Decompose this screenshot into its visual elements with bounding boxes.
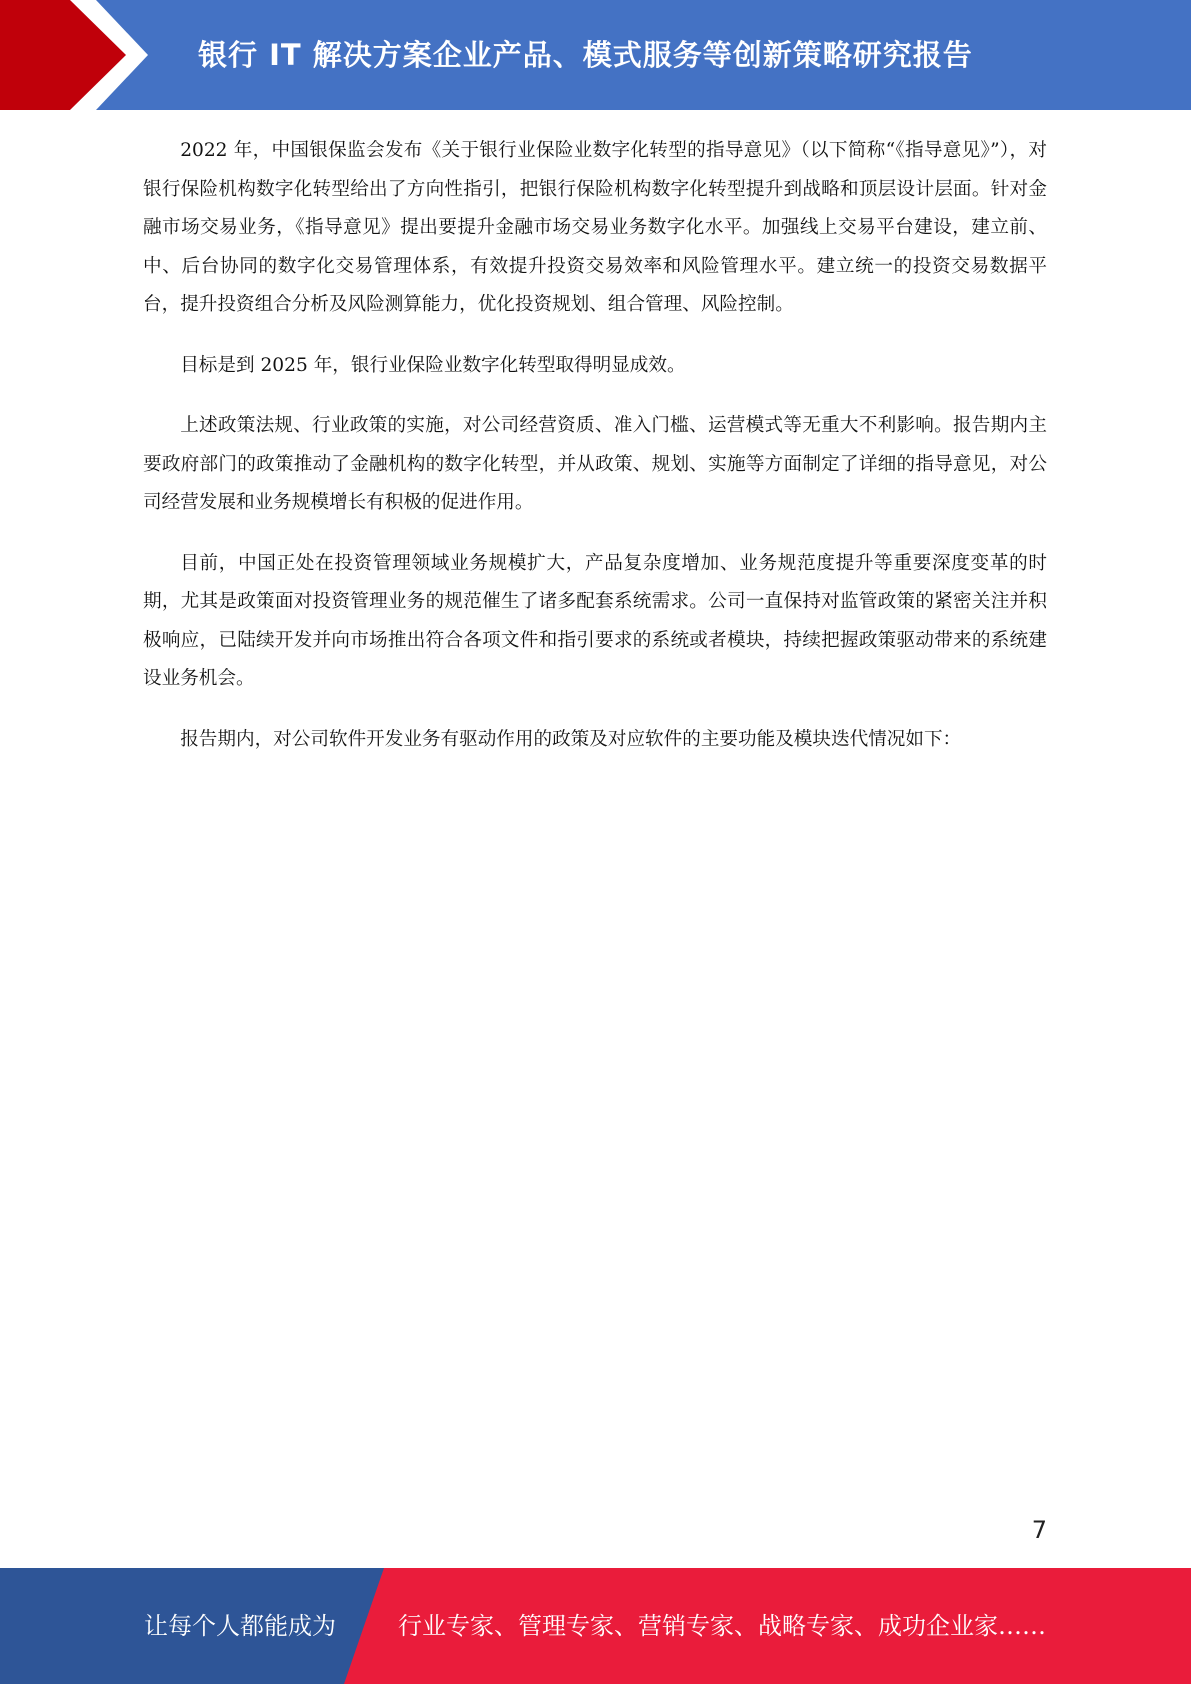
page-number: 7 [1031,1516,1047,1544]
footer-slogan-right: 行业专家、管理专家、营销专家、战略专家、成功企业家…… [398,1612,1046,1640]
page-header [0,0,1191,110]
report-title: 银行 IT 解决方案企业产品、模式服务等创新策略研究报告 [198,38,973,72]
paragraph-policy-guidance: 2022 年，中国银保监会发布《关于银行业保险业数字化转型的指导意见》（以下简称“《指导意见》”），对银行保险机构数字化转型给出了方向性指引，把银行保险机构数字化转型提升到战略和顶层设计层面。针对金融市场交易业务，《指导意见》提出要提升金融市场交易业务数字化水平。加强线上交易平台建设，建立前、中、后台协同的数字化交易管理体系，有效提升投资交易效率和风险管理水平。建立统一的投资交易数据平台，提升投资组合分析及风险测算能力，优化投资规划、组合管理、风险控制。 [143,140,1047,315]
page-footer [0,1568,1191,1684]
paragraph-2025-goal: 目标是到 2025 年，银行业保险业数字化转型取得明显成效。 [180,354,686,376]
document-body [143,132,1047,781]
paragraph-reporting-period: 报告期内，对公司软件开发业务有驱动作用的政策及对应软件的主要功能及模块迭代情况如下： [180,728,962,750]
paragraph-policy-impact: 上述政策法规、行业政策的实施，对公司经营资质、准入门槛、运营模式等无重大不利影响。报告期内主要政府部门的政策推动了金融机构的数字化转型，并从政策、规划、实施等方面制定了详细的指导意见，对公司经营发展和业务规模增长有积极的促进作用。 [143,415,1047,513]
footer-slogan-left: 让每个人都能成为 [144,1612,336,1640]
paragraph-market-transformation: 目前，中国正处在投资管理领域业务规模扩大，产品复杂度增加、业务规范度提升等重要深度变革的时期，尤其是政策面对投资管理业务的规范催生了诸多配套系统需求。公司一直保持对监管政策的紧密关注并积极响应，已陆续开发并向市场推出符合各项文件和指引要求的系统或者模块，持续把握政策驱动带来的系统建设业务机会。 [143,552,1047,689]
